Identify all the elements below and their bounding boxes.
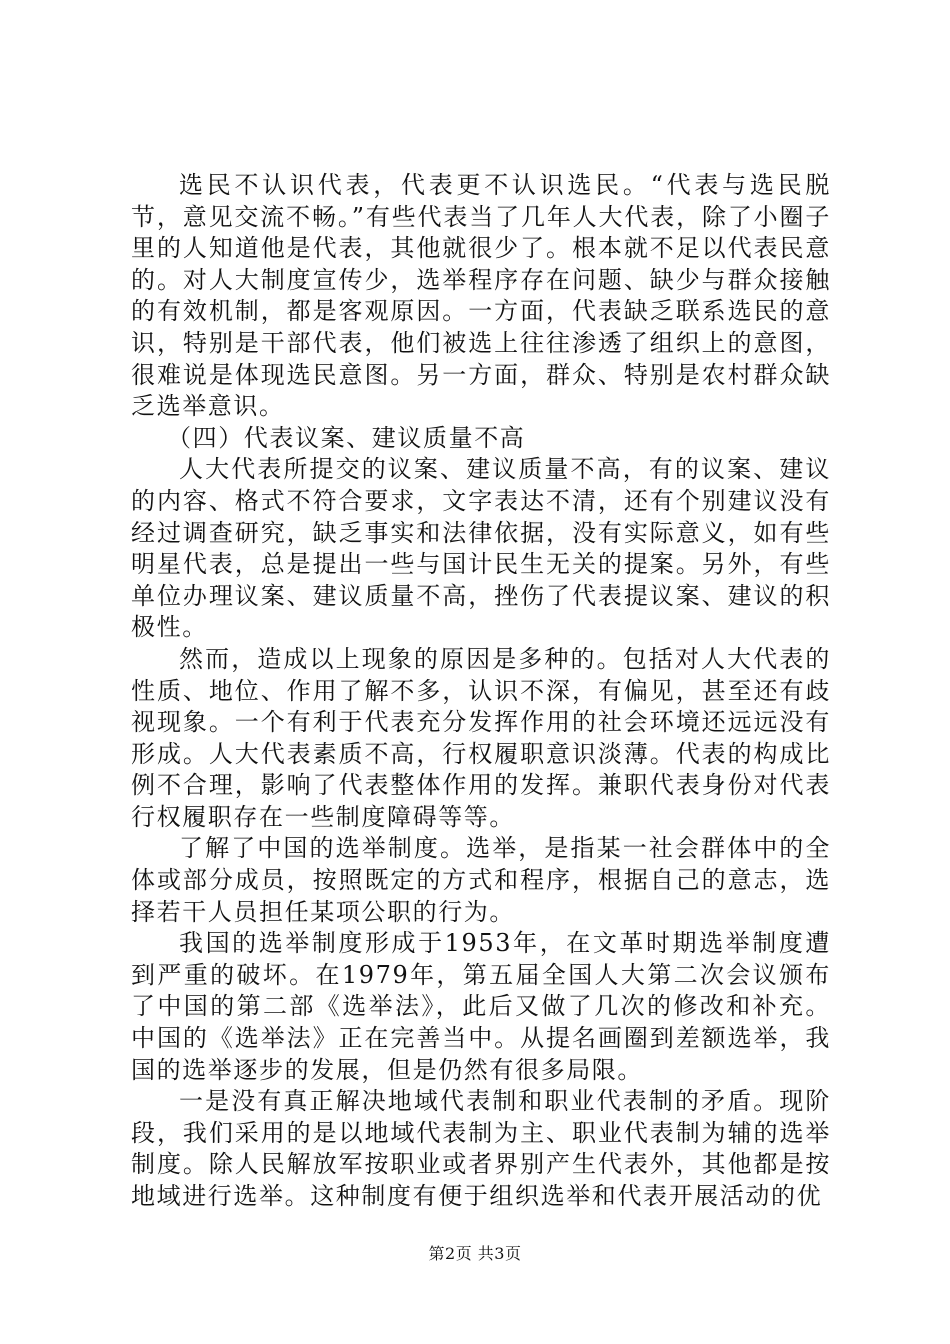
document-body (131, 170, 831, 1213)
paragraph-causes: 然而，造成以上现象的原因是多种的。包括对人大代表的性质、地位、作用了解不多，认识不深，有偏见，甚至还有歧视现象。一个有利于代表充分发挥作用的社会环境还远远没有形成。人大代表素质不高，行权履职意识淡薄。代表的构成比例不合理，影响了代表整体作用的发挥。兼职代表身份对代表行权履职存在一些制度障碍等等。 (131, 644, 831, 831)
page-footer: 第2页 共3页 (428, 1244, 522, 1263)
paragraph-election-definition: 了解了中国的选举制度。选举，是指某一社会群体中的全体或部分成员，按照既定的方式和程序，根据自己的意志，选择若干人员担任某项公职的行为。 (131, 834, 831, 926)
section-heading-four: （四）代表议案、建议质量不高 (167, 423, 526, 452)
paragraph-election-history: 我国的选举制度形成于1953年，在文革时期选举制度遭到严重的破坏。在1979年，第五届全国人大第二次会议颁布了中国的第二部《选举法》，此后又做了几次的修改和补充。中国的《选举法》正在完善当中。从提名画圈到差额选举，我国的选举逐步的发展，但是仍然有很多局限。 (131, 929, 831, 1084)
paragraph-delegates-voters: 选民不认识代表，代表更不认识选民。“代表与选民脱节，意见交流不畅。”有些代表当了几年人大代表，除了小圈子里的人知道他是代表，其他就很少了。根本就不足以代表民意的。对人大制度宣传少，选举程序存在问题、缺少与群众接触的有效机制，都是客观原因。一方面，代表缺乏联系选民的意识，特别是干部代表，他们被选上往往渗透了组织上的意图，很难说是体现选民意图。另一方面，群众、特别是农村群众缺乏选举意识。 (131, 171, 831, 421)
paragraph-regional-occupational: 一是没有真正解决地域代表制和职业代表制的矛盾。现阶段，我们采用的是以地域代表制为主、职业代表制为辅的选举制度。除人民解放军按职业或者界别产生代表外，其他都是按地域进行选举。这种制度有便于组织选举和代表开展活动的优 (131, 1087, 831, 1210)
paragraph-motion-quality: 人大代表所提交的议案、建议质量不高，有的议案、建议的内容、格式不符合要求，文字表达不清，还有个别建议没有经过调查研究，缺乏事实和法律依据，没有实际意义，如有些明星代表，总是提出一些与国计民生无关的提案。另外，有些单位办理议案、建议质量不高，挫伤了代表提议案、建议的积极性。 (131, 455, 831, 642)
